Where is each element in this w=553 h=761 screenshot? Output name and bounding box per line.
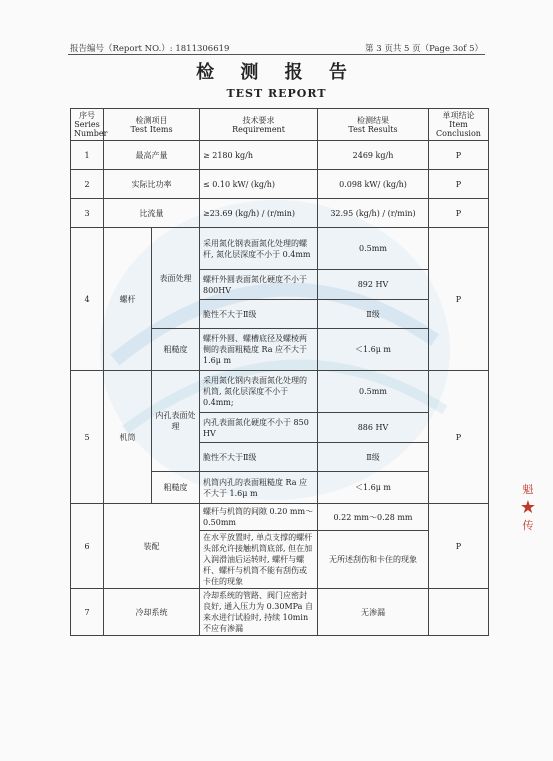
col-header-result — [318, 109, 429, 141]
row-requirement: 冷却系统的管路、阀门应密封良好, 通入压力为 0.30MPa 自来水进行试验时, 持续 10min 不应有渗漏 — [200, 589, 318, 636]
row-requirement: 螺杆与机筒的间隙 0.20 mm～0.50mm — [200, 504, 318, 531]
page-title: 检 测 报 告 — [196, 62, 357, 83]
row-requirement: 采用氮化钢表面氮化处理的螺杆, 氮化层深度不小于 0.4mm — [200, 228, 318, 270]
row-item: 比流量 — [104, 199, 200, 228]
col-header-conclusion-en1: Item — [449, 120, 468, 129]
col-header-conclusion — [429, 109, 489, 141]
row-requirement: 在水平放置时, 单点支撑的螺杆头部允许接触机筒底部, 但在加入润滑油后运转时, 螺杆与螺杆、螺杆与机筒不能有刮伤或卡住的现象 — [200, 531, 318, 589]
star-icon: ★ — [519, 497, 537, 518]
row-result: 无所述刮伤和卡住的现象 — [318, 531, 429, 589]
table-header-row — [71, 109, 489, 141]
row-requirement: 螺杆外圆表面氮化硬度不小于 800HV — [200, 270, 318, 300]
row-requirement: ≥23.69 (kg/h) / (r/min) — [200, 199, 318, 228]
row-requirement: 采用氮化钢内表面氮化处理的机筒, 氮化层深度不小于 0.4mm; — [200, 371, 318, 413]
row-result: 0.22 mm～0.28 mm — [318, 504, 429, 531]
row-number: 1 — [71, 141, 104, 170]
col-header-number-cn: 序号 — [79, 111, 95, 120]
seal-stamp-bottom: 传 — [522, 519, 534, 532]
row-item: 冷却系统 — [104, 589, 200, 636]
col-header-item-cn: 检测项目 — [135, 115, 168, 125]
row-conclusion: P — [429, 228, 489, 371]
report-number — [70, 42, 229, 54]
row-number: 5 — [71, 371, 104, 504]
col-header-conclusion-en2: Conclusion — [436, 129, 481, 138]
row-requirement: ≥ 2180 kg/h — [200, 141, 318, 170]
row-conclusion: P — [429, 199, 489, 228]
row-conclusion: P — [429, 504, 489, 589]
col-header-requirement-cn: 技术要求 — [242, 115, 275, 125]
table-row — [71, 371, 489, 413]
table-row — [71, 589, 489, 636]
col-header-number — [71, 109, 108, 141]
row-conclusion — [429, 589, 489, 636]
seal-stamp — [519, 483, 537, 573]
row-result: ＜1.6μ m — [318, 472, 429, 504]
report-number-label: 报告编号（Report NO.）: — [70, 44, 173, 54]
col-header-item — [104, 109, 200, 141]
table-row — [71, 170, 489, 199]
row-number: 3 — [71, 199, 104, 228]
col-header-conclusion-cn: 单项结论 — [442, 111, 475, 120]
row-result: ＜1.6μ m — [318, 329, 429, 371]
row-conclusion: P — [429, 371, 489, 504]
row-number: 4 — [71, 228, 104, 371]
row-conclusion: P — [429, 141, 489, 170]
row-subitem: 粗糙度 — [152, 329, 200, 371]
test-results-table — [70, 108, 489, 636]
col-header-number-en1: Series — [74, 120, 100, 129]
row-result: 0.5mm — [318, 228, 429, 270]
row-item: 机筒 — [104, 371, 152, 504]
row-result: 无渗漏 — [318, 589, 429, 636]
row-result: Ⅱ级 — [318, 300, 429, 329]
table-row — [71, 228, 489, 270]
col-header-number-en2: Number — [74, 129, 108, 138]
page-subtitle: TEST REPORT — [226, 87, 327, 100]
row-subitem: 内孔表面处理 — [152, 371, 200, 472]
table-row — [71, 199, 489, 228]
row-result: 0.5mm — [318, 371, 429, 413]
row-subitem: 表面处理 — [152, 228, 200, 329]
header-divider — [68, 54, 485, 55]
row-result: 0.098 kW/ (kg/h) — [318, 170, 429, 199]
row-number: 2 — [71, 170, 104, 199]
seal-stamp-top: 魁 — [522, 483, 534, 496]
col-header-item-en: Test Items — [130, 124, 173, 134]
row-requirement: 脆性不大于Ⅱ级 — [200, 443, 318, 472]
row-result: 32.95 (kg/h) / (r/min) — [318, 199, 429, 228]
row-item: 装配 — [104, 504, 200, 589]
row-requirement: ≤ 0.10 kW/ (kg/h) — [200, 170, 318, 199]
row-item: 实际比功率 — [104, 170, 200, 199]
col-header-requirement — [200, 109, 318, 141]
row-item: 最高产量 — [104, 141, 200, 170]
col-header-result-en: Test Results — [348, 124, 398, 134]
row-result: Ⅱ级 — [318, 443, 429, 472]
table-row — [71, 504, 489, 531]
row-requirement: 螺杆外圆、螺槽底径及螺棱两侧的表面粗糙度 Ra 应不大于 1.6μ m — [200, 329, 318, 371]
row-number: 6 — [71, 504, 104, 589]
row-result: 886 HV — [318, 413, 429, 443]
row-requirement: 机筒内孔的表面粗糙度 Ra 应不大于 1.6μ m — [200, 472, 318, 504]
row-result: 892 HV — [318, 270, 429, 300]
table-row — [71, 141, 489, 170]
row-number: 7 — [71, 589, 104, 636]
page-info: 第 3 页共 5 页（Page 3of 5） — [365, 44, 483, 54]
row-result: 2469 kg/h — [318, 141, 429, 170]
row-conclusion: P — [429, 170, 489, 199]
row-item: 螺杆 — [104, 228, 152, 371]
col-header-requirement-en: Requirement — [232, 124, 285, 134]
col-header-result-cn: 检测结果 — [357, 115, 389, 125]
report-number-value: 1811306619 — [175, 44, 230, 54]
row-subitem: 粗糙度 — [152, 472, 200, 504]
row-requirement: 内孔表面氮化硬度不小于 850 HV — [200, 413, 318, 443]
row-requirement: 脆性不大于Ⅱ级 — [200, 300, 318, 329]
